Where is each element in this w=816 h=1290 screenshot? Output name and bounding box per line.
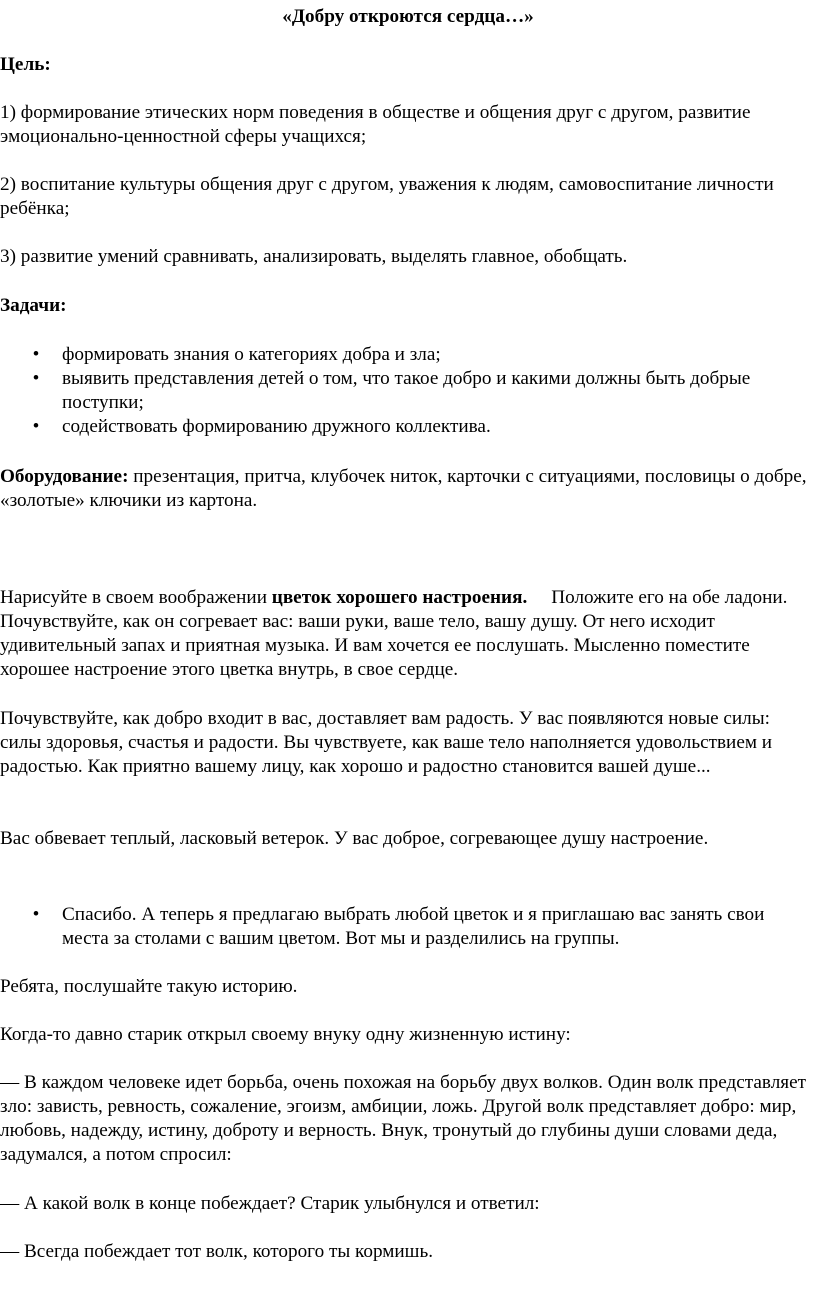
list-item <box>0 415 812 439</box>
goal-item-2: 2) воспитание культуры общения друг с другом, уважения к людям, самовоспитание личности ребёнка; <box>0 174 774 219</box>
task-text: выявить представления детей о том, что такое добро и какими должны быть добрые поступки; <box>62 368 751 413</box>
task-text: содействовать формированию дружного коллектива. <box>62 416 491 437</box>
tasks-heading: Задачи: <box>0 295 67 316</box>
story-paragraph-2: — В каждом человеке идет борьба, очень похожая на борьбу двух волков. Один волк представляет зло: зависть, ревность, сожаление, эгоизм, амбиции, ложь. Другой волк представляет добро: мир, любовь, надежду, истину, доброту и верность. Внук, тронутый до глубины души словами деда, задумался, а потом спросил: <box>0 1072 807 1165</box>
exercise-paragraph-1 <box>0 586 812 682</box>
goal-item-3: 3) развитие умений сравнивать, анализировать, выделять главное, обобщать. <box>0 246 628 267</box>
exercise-text-rest: Положите его на обе ладони. Почувствуйте, как он согревает вас: ваши руки, ваше тело, вашу душу. От него исходит удивительный запах и приятная музыка. И вам хочется ее послушать. Мысленно поместите хорошее настроение этого цветка внутрь, в свое сердце. <box>0 587 793 680</box>
bullet-icon: • <box>32 368 40 389</box>
thanks-text: Спасибо. А теперь я предлагаю выбрать любой цветок и я приглашаю вас занять свои места за столами с вашим цветом. Вот мы и разделились на группы. <box>62 904 765 949</box>
equipment-text: презентация, притча, клубочек ниток, карточки с ситуациями, пословицы о добре, «золотые» ключики из картона. <box>0 466 807 511</box>
exercise-paragraph-2: Почувствуйте, как добро входит в вас, доставляет вам радость. У вас появляются новые силы: силы здоровья, счастья и радости. Вы чувствуете, как ваше тело наполняется удовольствием и радостью. Как приятно вашему лицу, как хорошо и радостно становится вашей душе... <box>0 708 773 777</box>
bullet-icon: • <box>32 344 40 365</box>
bullet-icon: • <box>32 416 40 437</box>
equipment-label: Оборудование: <box>0 466 129 487</box>
story-paragraph-3: — А какой волк в конце побеждает? Старик улыбнулся и ответил: <box>0 1193 540 1214</box>
story-intro: Ребята, послушайте такую историю. <box>0 976 298 997</box>
list-item <box>0 343 812 367</box>
document-title: «Добру откроются сердца…» <box>282 6 534 27</box>
goal-heading: Цель: <box>0 54 51 75</box>
list-item <box>0 367 812 415</box>
story-paragraph-4: — Всегда побеждает тот волк, которого ты кормишь. <box>0 1241 434 1262</box>
goal-item-1: 1) формирование этических норм поведения в обществе и общения друг с другом, развитие эмоционально-ценностной сферы учащихся; <box>0 102 751 147</box>
task-text: формировать знания о категориях добра и зла; <box>62 344 441 365</box>
flower-phrase: цветок хорошего настроения. <box>271 587 528 608</box>
story-paragraph-1: Когда-то давно старик открыл своему внуку одну жизненную истину: <box>0 1024 571 1045</box>
exercise-paragraph-3: Вас обвевает теплый, ласковый ветерок. У вас доброе, согревающее душу настроение. <box>0 828 709 849</box>
tasks-list <box>0 343 812 439</box>
list-item <box>0 903 812 951</box>
exercise-text-start: Нарисуйте в своем воображении <box>0 587 272 608</box>
thanks-list <box>0 903 812 951</box>
bullet-icon: • <box>32 904 40 925</box>
equipment-paragraph <box>0 465 812 513</box>
